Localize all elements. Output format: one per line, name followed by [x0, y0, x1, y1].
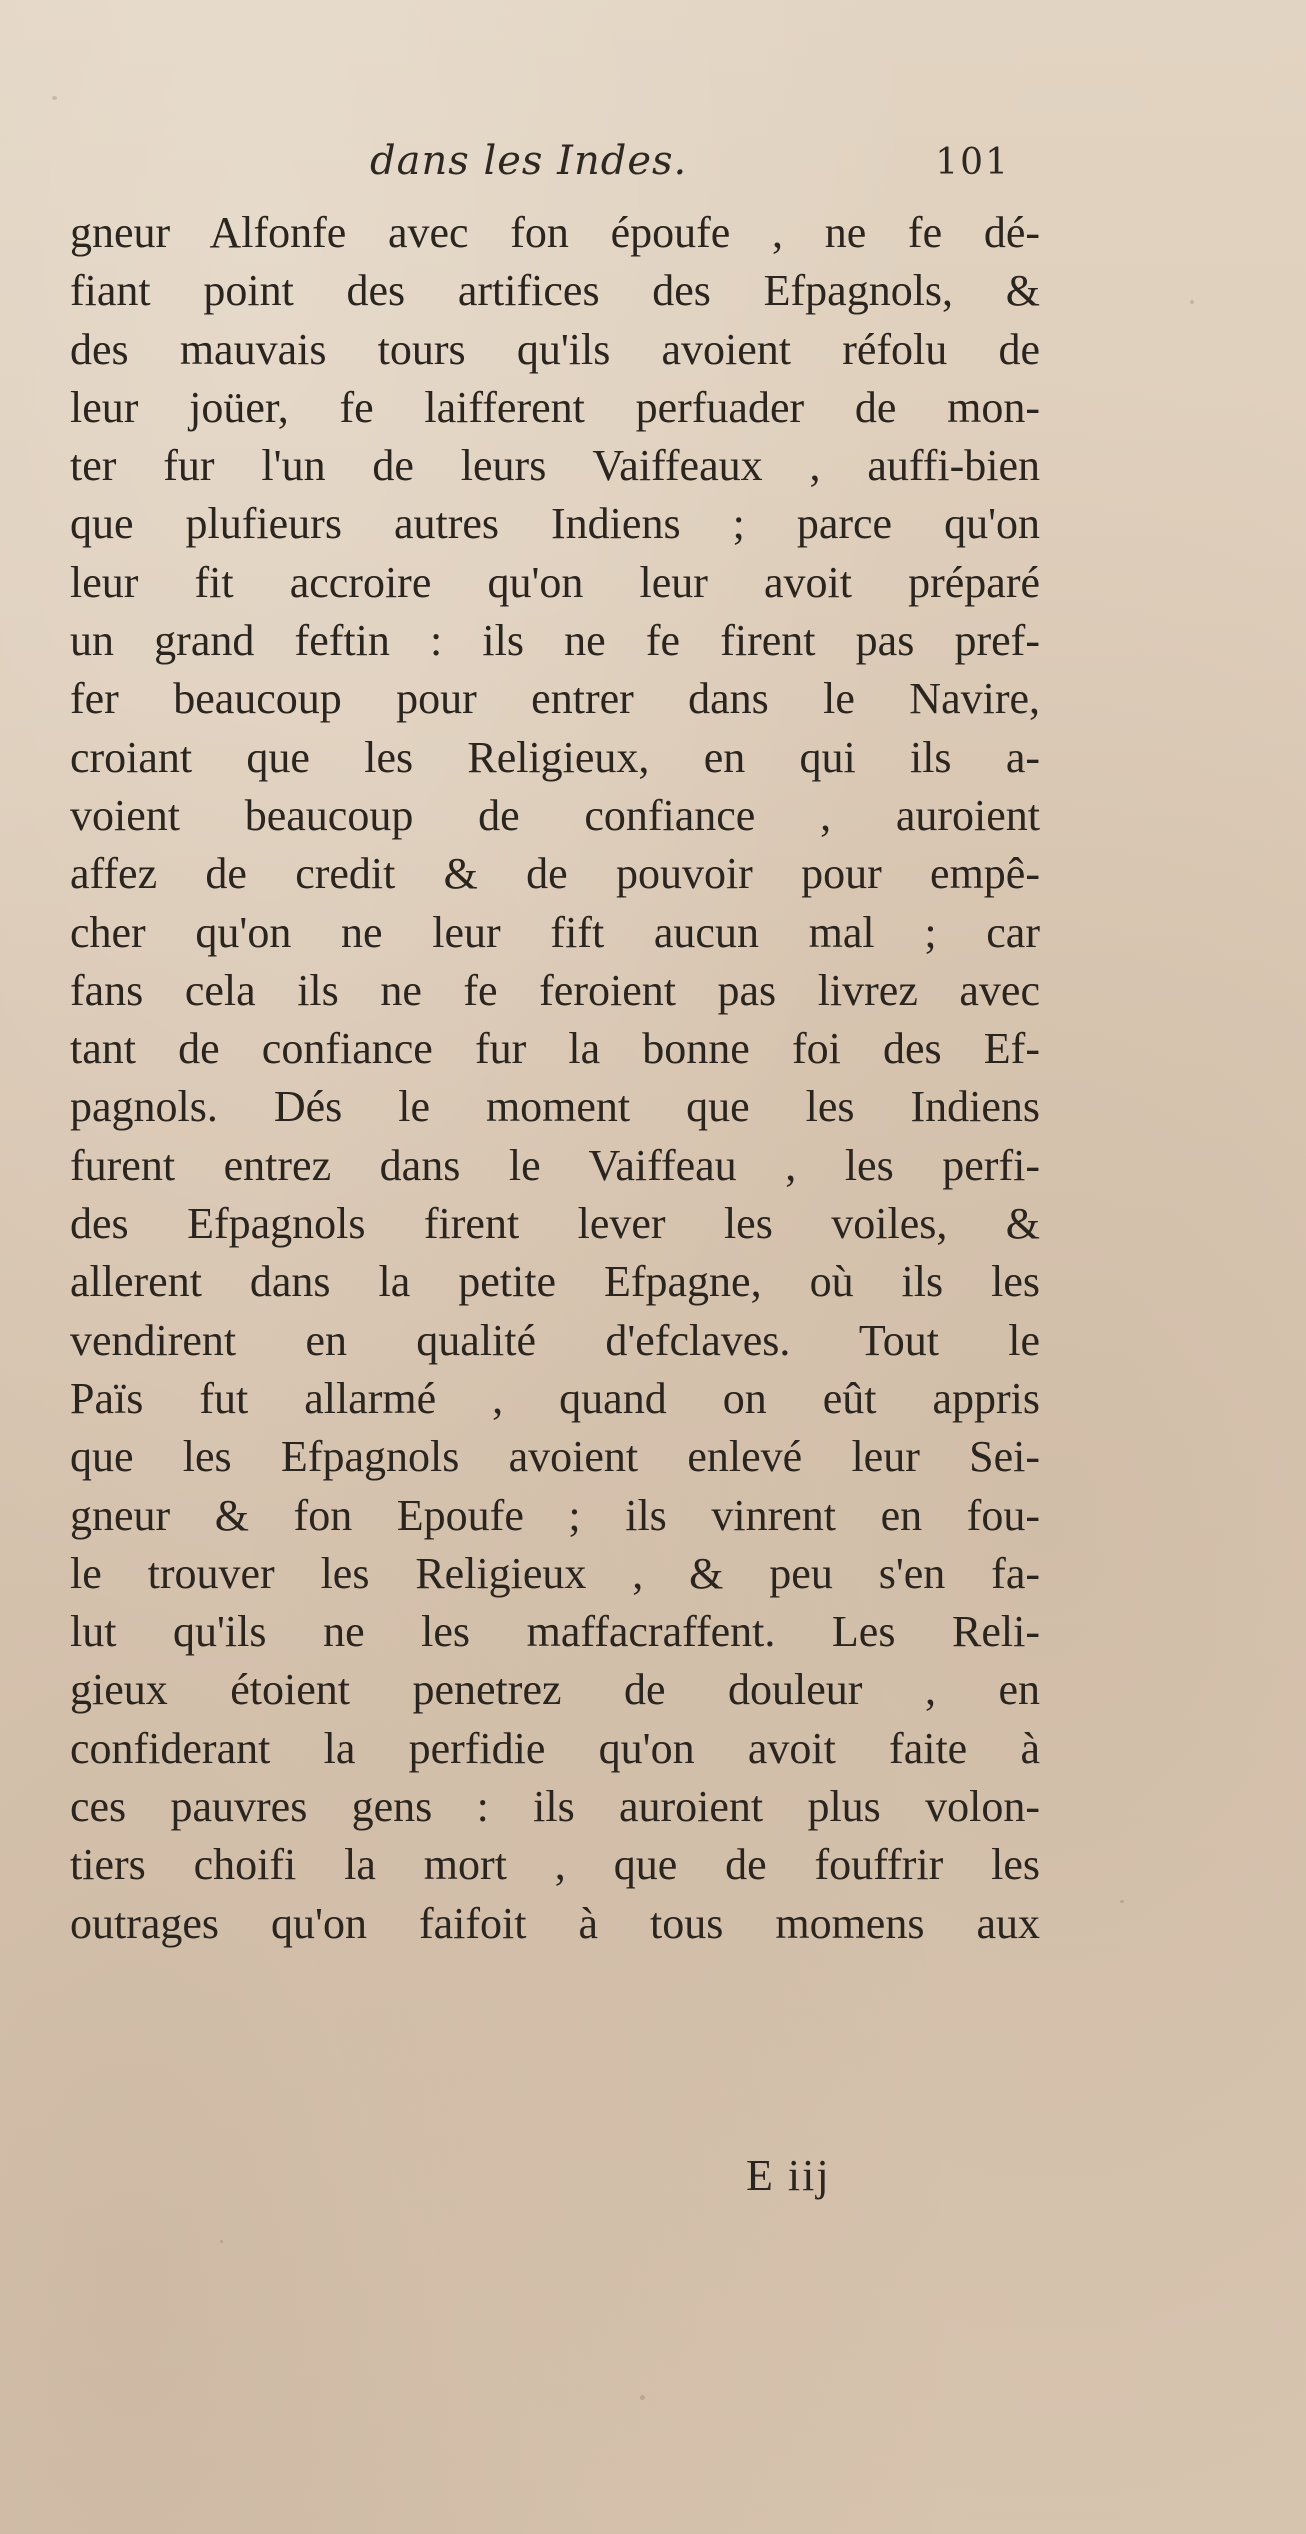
text-line: confiderant la perfidie qu'on avoit faite à [70, 1723, 1040, 1773]
text-line: leur fit accroire qu'on leur avoit préparé [70, 557, 1040, 607]
body-text [70, 204, 1040, 1953]
text-line: des mauvais tours qu'ils avoient réfolu de [70, 324, 1040, 374]
text-line: voient beaucoup de confiance , auroient [70, 790, 1040, 840]
text-line: gieux étoient penetrez de douleur , en [70, 1665, 1040, 1715]
paper-speck [220, 2240, 223, 2243]
text-line: le trouver les Religieux , & peu s'en fa- [70, 1548, 1040, 1598]
text-line: allerent dans la petite Efpagne, où ils les [70, 1257, 1040, 1307]
paper-speck [1120, 1900, 1124, 1903]
text-line: gneur & fon Epoufe ; ils vinrent en fou- [70, 1490, 1040, 1540]
text-line: ces pauvres gens : ils auroient plus volon- [70, 1782, 1040, 1832]
text-line: cher qu'on ne leur fift aucun mal ; car [70, 907, 1040, 957]
text-line: pagnols. Dés le moment que les Indiens [70, 1082, 1040, 1132]
paper-speck [52, 96, 57, 100]
text-line: croiant que les Religieux, en qui ils a- [70, 732, 1040, 782]
text-line: que plufieurs autres Indiens ; parce qu'on [70, 499, 1040, 549]
text-line: que les Efpagnols avoient enlevé leur Sei- [70, 1432, 1040, 1482]
running-head [370, 138, 1010, 198]
text-line: fer beaucoup pour entrer dans le Navire, [70, 674, 1040, 724]
text-line: tiers choifi la mort , que de fouffrir les [70, 1840, 1040, 1890]
paper-speck [640, 2395, 645, 2400]
text-line: fiant point des artifices des Efpagnols, & [70, 266, 1040, 316]
text-line: ter fur l'un de leurs Vaiffeaux , auffi-bien [70, 441, 1040, 491]
text-line: lut qu'ils ne les maffacraffent. Les Reli- [70, 1607, 1040, 1657]
text-line: outrages qu'on faifoit à tous momens aux [70, 1898, 1040, 1948]
text-line: Païs fut allarmé , quand on eût appris [70, 1373, 1040, 1423]
text-line: leur joüer, fe laifferent perfuader de mon- [70, 382, 1040, 432]
text-line: un grand feftin : ils ne fe firent pas pref- [70, 616, 1040, 666]
paper-speck [1190, 300, 1194, 304]
text-line: affez de credit & de pouvoir pour empê- [70, 849, 1040, 899]
signature-mark: E iij [746, 2151, 831, 2200]
page-number: 101 [935, 142, 1010, 183]
text-line: gneur Alfonfe avec fon époufe , ne fe dé- [70, 208, 1040, 257]
text-line: vendirent en qualité d'efclaves. Tout le [70, 1315, 1040, 1365]
text-line: fans cela ils ne fe feroient pas livrez avec [70, 965, 1040, 1015]
text-line: tant de confiance fur la bonne foi des Ef- [70, 1024, 1040, 1074]
text-line: des Efpagnols firent lever les voiles, & [70, 1199, 1040, 1249]
running-title: dans les Indes. [370, 138, 688, 184]
text-line: furent entrez dans le Vaiffeau , les perfi- [70, 1140, 1040, 1190]
